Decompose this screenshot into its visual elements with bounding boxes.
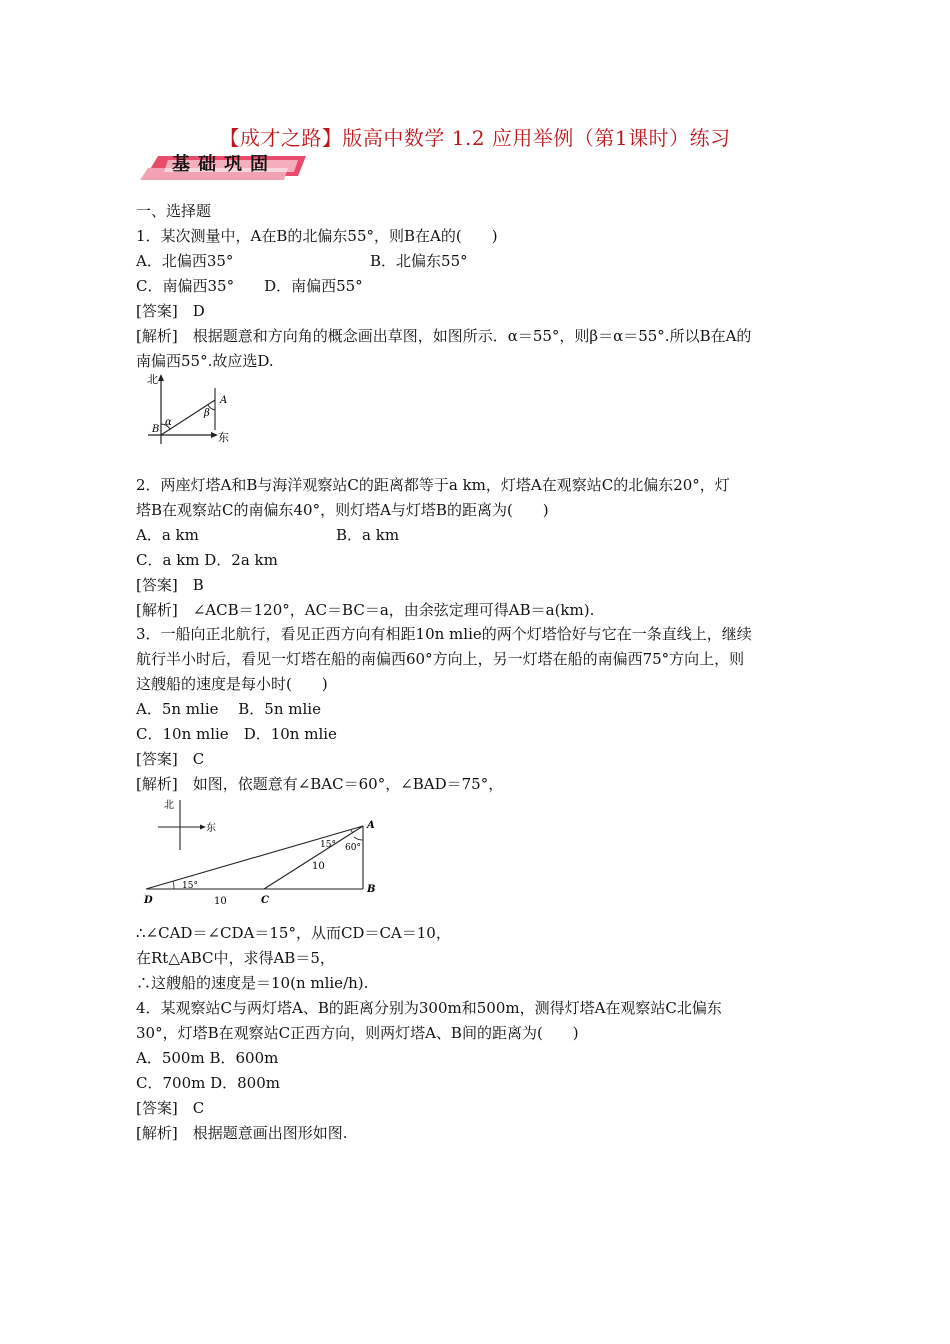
q1-direction-figure bbox=[138, 372, 238, 448]
fig2-point-c: C bbox=[261, 895, 269, 906]
q1-analysis-line1: [解析] 根据题意和方向角的概念画出草图，如图所示．α＝55°，则β＝α＝55°.所以B在A的 bbox=[136, 327, 752, 345]
q3-analysis: [解析] 如图，依题意有∠BAC＝60°，∠BAD＝75°， bbox=[136, 775, 504, 793]
q1-answer: [答案] D bbox=[136, 302, 205, 320]
fig2-point-d: D bbox=[144, 895, 153, 906]
fig1-north-label: 北 bbox=[147, 373, 158, 386]
q3-option-ab: A．5n mlie B．5n mlie bbox=[136, 700, 321, 718]
q3-stem-line2: 航行半小时后，看见一灯塔在船的南偏西60°方向上，另一灯塔在船的南偏西75°方向上，则 bbox=[136, 650, 745, 668]
fig2-angle-15-top: 15° bbox=[320, 840, 336, 850]
fig2-angle-60: 60° bbox=[345, 843, 361, 853]
fig2-north-label: 北 bbox=[164, 800, 174, 811]
q4-analysis: [解析] 根据题意画出图形如图. bbox=[136, 1124, 348, 1142]
q3-stem-line1: 3．一船向正北航行，看见正西方向有相距10n mlie的两个灯塔恰好与它在一条直线上，继续 bbox=[136, 625, 752, 643]
q3-after-line1: ∴∠CAD＝∠CDA＝15°，从而CD＝CA＝10， bbox=[136, 924, 451, 942]
section-heading: 一、选择题 bbox=[136, 202, 212, 220]
fig1-point-a: A bbox=[220, 395, 228, 406]
q2-stem-line1: 2．两座灯塔A和B与海洋观察站C的距离都等于a km，灯塔A在观察站C的北偏东20°，灯 bbox=[136, 476, 730, 494]
fig2-east-label: 东 bbox=[206, 823, 216, 834]
q4-option-cd: C．700m D．800m bbox=[136, 1074, 280, 1092]
q3-option-cd: C．10n mlie D．10n mlie bbox=[136, 725, 337, 743]
fig2-point-b: B bbox=[367, 884, 376, 895]
q3-stem-line3: 这艘船的速度是每小时( ) bbox=[136, 675, 328, 693]
q1-option-a: A．北偏西35° bbox=[136, 252, 234, 270]
fig2-length-dc: 10 bbox=[214, 896, 227, 907]
fig1-east-label: 东 bbox=[218, 431, 229, 444]
fig2-angle-15-bottom: 15° bbox=[182, 881, 198, 891]
q4-stem-line2: 30°，灯塔B在观察站C正西方向，则两灯塔A、B间的距离为( ) bbox=[136, 1024, 579, 1042]
q4-answer: [答案] C bbox=[136, 1099, 205, 1117]
fig2-point-a: A bbox=[367, 820, 375, 831]
q2-option-cd: C．a km D．2a km bbox=[136, 551, 278, 569]
page-title: 【成才之路】版高中数学 1.2 应用举例（第1课时）练习 bbox=[219, 126, 731, 150]
q3-answer: [答案] C bbox=[136, 750, 205, 768]
q1-option-cd: C．南偏西35° D．南偏西55° bbox=[136, 277, 363, 295]
q2-answer: [答案] B bbox=[136, 576, 204, 594]
fig1-point-b: B bbox=[152, 424, 160, 435]
q3-after-line3: ∴这艘船的速度是＝10(n mlie/h). bbox=[136, 974, 369, 992]
fig2-length-ca: 10 bbox=[312, 861, 325, 872]
q2-analysis: [解析] ∠ACB＝120°，AC＝BC＝a，由余弦定理可得AB＝a(km). bbox=[136, 601, 595, 619]
q2-option-b: B．a km bbox=[336, 526, 400, 544]
q3-after-line2: 在Rt△ABC中，求得AB＝5， bbox=[136, 949, 335, 967]
q2-stem-line2: 塔B在观察站C的南偏东40°，则灯塔A与灯塔B的距离为( ) bbox=[136, 501, 549, 519]
q4-stem-line1: 4．某观察站C与两灯塔A、B的距离分别为300m和500m，测得灯塔A在观察站C北偏东 bbox=[136, 999, 722, 1017]
q3-triangle-figure bbox=[140, 796, 390, 908]
section-banner-label: 基础巩固 bbox=[172, 154, 276, 175]
q4-option-ab: A．500m B．600m bbox=[136, 1049, 279, 1067]
fig1-beta: β bbox=[204, 408, 210, 419]
q1-analysis-line2: 南偏西55°.故应选D. bbox=[136, 352, 274, 370]
q1-option-b: B．北偏东55° bbox=[370, 252, 468, 270]
q1-stem: 1．某次测量中，A在B的北偏东55°，则B在A的( ) bbox=[136, 227, 498, 245]
q2-option-a: A．a km bbox=[136, 526, 199, 544]
fig1-alpha: α bbox=[165, 417, 172, 428]
